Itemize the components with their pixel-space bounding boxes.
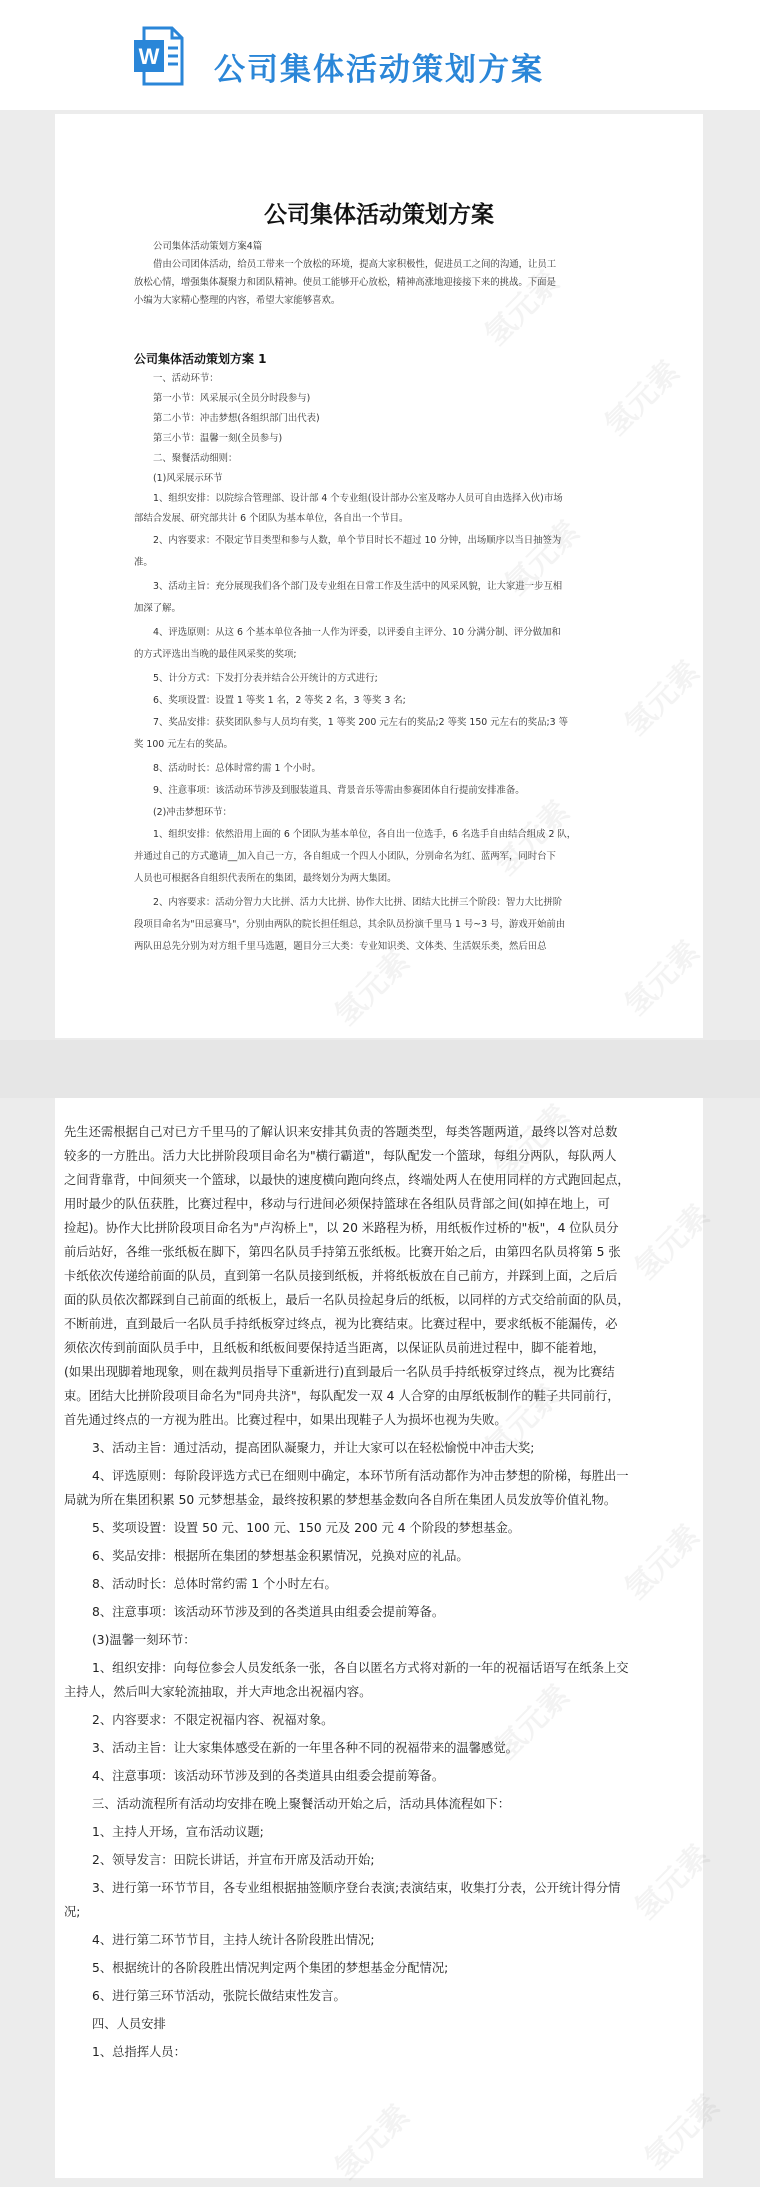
body-line: 奖 100 元左右的奖品。 — [134, 739, 233, 750]
body-line: 三、活动流程所有活动均安排在晚上聚餐活动开始之后，活动具体流程如下： — [92, 1797, 511, 1811]
body-line: 部结合发展、研究部共计 6 个团队为基本单位，各自出一个节目。 — [134, 513, 409, 524]
body-line: 的方式评选出当晚的最佳风采奖的奖项; — [134, 649, 297, 660]
body-line: (2)冲击梦想环节： — [153, 807, 232, 818]
body-line: 5、奖项设置：设置 50 元、100 元、150 元及 200 元 4 个阶段的梦想基金。 — [92, 1521, 521, 1535]
body-line: 2、内容要求：活动分智力大比拼、活力大比拼、协作大比拼、团结大比拼三个阶段：智力大比拼阶 — [153, 897, 563, 908]
watermark: 氢元素 — [618, 1518, 707, 1607]
document-page-2 — [55, 1098, 727, 2187]
body-line: 先生还需根据自己对已方千里马的了解认识来安排其负责的答题类型，每类答题两道，最终以答对总数 — [64, 1125, 618, 1139]
body-line: 4、评选原则：从这 6 个基本单位各抽一人作为评委，以评委自主评分、10 分满分制、评分做加和 — [153, 627, 561, 638]
body-line: 二、聚餐活动细则： — [153, 453, 238, 464]
body-line: 2、内容要求：不限定节目类型和参与人数，单个节目时长不超过 10 分钟，出场顺序以当日抽签为 — [153, 535, 562, 546]
intro-line: 公司集体活动策划方案4篇 — [153, 241, 263, 252]
body-line: 捡起)。协作大比拼阶段项目命名为"卢沟桥上"，以 20 米路程为桥，用纸板作过桥的"板"，4 位队员分 — [64, 1221, 619, 1235]
body-line: (如果出现脚着地现象，则在裁判员指导下重新进行)直到最后一名队员手持纸板穿过终点，视为比赛结 — [64, 1365, 615, 1379]
body-line: 1、组织安排：依然沿用上面的 6 个团队为基本单位，各自出一位选手，6 名选手自由结合组成 2 队， — [153, 829, 577, 840]
body-line: 6、进行第三环节活动，张院长做结束性发言。 — [92, 1989, 346, 2003]
page-gap — [0, 1040, 760, 1098]
watermark: 氢元素 — [488, 1678, 577, 1767]
body-line: (3)温馨一刻环节： — [92, 1633, 196, 1647]
body-line: 束。团结大比拼阶段项目命名为"同舟共济"，每队配发一双 4 人合穿的由厚纸板制作的鞋子共同前行， — [64, 1389, 620, 1403]
watermark: 氢元素 — [618, 934, 707, 1023]
body-line: 9、注意事项：该活动环节涉及到服装道具、背景音乐等需由参赛团体自行提前安排准备。 — [153, 785, 525, 796]
body-line: 1、主持人开场，宣布活动议题; — [92, 1825, 264, 1839]
body-line: 面的队员依次都踩到自己前面的纸板上，最后一名队员捡起身后的纸板，以同样的方式交给前面的队员， — [64, 1293, 630, 1307]
body-line: 两队田总先分别为对方组千里马选题，题目分三大类：专业知识类、文体类、生活娱乐类，然后田总 — [134, 941, 547, 952]
body-line: 卡纸依次传递给前面的队员，直到第一名队员接到纸板，并将纸板放在自己前方，并踩到上面，之后后 — [64, 1269, 618, 1283]
body-line: 4、注意事项：该活动环节涉及到的各类道具由组委会提前筹备。 — [92, 1769, 445, 1783]
word-document-icon — [132, 26, 184, 86]
body-line: 局就为所在集团积累 50 元梦想基金，最终按积累的梦想基金数向各自所在集团人员发放等价值礼物。 — [64, 1493, 617, 1507]
body-line: 5、计分方式：下发打分表并结合公开统计的方式进行; — [153, 673, 378, 684]
body-line: 较多的一方胜出。活力大比拼阶段项目命名为"横行霸道"，每队配发一个篮球，每组分两队，每队两人 — [64, 1149, 617, 1163]
svg-text:W: W — [138, 44, 160, 69]
watermark: 氢元素 — [498, 514, 587, 603]
body-line: 准。 — [134, 557, 153, 568]
body-line: 1、总指挥人员： — [92, 2045, 186, 2059]
body-line: 第三小节：温馨一刻(全员参与) — [153, 433, 283, 444]
body-line: 4、评选原则：每阶段评选方式已在细则中确定，本环节所有活动都作为冲击梦想的阶梯，每胜出一 — [92, 1469, 629, 1483]
body-line: 人员也可根据各自组织代表所在的集团，最终划分为两大集团。 — [134, 873, 397, 884]
body-line: 不断前进，直到最后一名队员手持纸板穿过终点，视为比赛结束。比赛过程中，要求纸板不能漏传，必 — [64, 1317, 618, 1331]
body-line: 3、活动主旨：充分展现我们各个部门及专业组在日常工作及生活中的风采风貌，让大家进一步互相 — [153, 581, 563, 592]
body-line: 3、活动主旨：通过活动，提高团队凝聚力，并让大家可以在轻松愉悦中冲击大奖; — [92, 1441, 535, 1455]
body-line: 1、组织安排：向每位参会人员发纸条一张，各自以匿名方式将对新的一年的祝福话语写在纸条上交 — [92, 1661, 629, 1675]
body-line: 8、活动时长：总体时常约需 1 个小时。 — [153, 763, 321, 774]
body-line: 1、组织安排：以院综合管理部、设计部 4 个专业组(设计部办公室及喀办人员可自由选择入伙)市场 — [153, 493, 563, 504]
body-line: 2、领导发言：田院长讲话，并宣布开席及活动开始; — [92, 1853, 375, 1867]
body-line: 6、奖品安排：根据所在集团的梦想基金积累情况，兑换对应的礼品。 — [92, 1549, 469, 1563]
body-line: 7、奖品安排：获奖团队参与人员均有奖，1 等奖 200 元左右的奖品;2 等奖 150 元左右的奖品;3 等 — [153, 717, 568, 728]
body-line: 加深了解。 — [134, 603, 181, 614]
body-line: 3、进行第一环节节目，各专业组根据抽签顺序登台表演;表演结束，收集打分表，公开统计得分情 — [92, 1881, 621, 1895]
body-line: 2、内容要求：不限定祝福内容、祝福对象。 — [92, 1713, 334, 1727]
header-banner — [0, 0, 760, 110]
body-line: 须依次传到前面队员手中，且纸板和纸板间要保持适当距离，以保证队员前进过程中，脚不能着地， — [64, 1341, 606, 1355]
watermark: 氢元素 — [598, 354, 687, 443]
document-title: 公司集体活动策划方案 — [264, 202, 494, 228]
body-line: 一、活动环节： — [153, 373, 219, 384]
watermark: 氢元素 — [328, 944, 417, 1033]
watermark: 氢元素 — [618, 654, 707, 743]
body-line: 前后站好，各维一张纸板在脚下，第四名队员手持第五张纸板。比赛开始之后，由第四名队员将第 5 张 — [64, 1245, 621, 1259]
body-line: 3、活动主旨：让大家集体感受在新的一年里各种不同的祝福带来的温馨感觉。 — [92, 1741, 518, 1755]
header-title: 公司集体活动策划方案 — [214, 52, 544, 88]
body-line: 第一小节：风采展示(全员分时段参与) — [153, 393, 311, 404]
watermark: 氢元素 — [328, 2098, 417, 2187]
body-line: 6、奖项设置：设置 1 等奖 1 名，2 等奖 2 名，3 等奖 3 名; — [153, 695, 406, 706]
body-line: 并通过自己的方式邀请__加入自己一方，各自组成一个四人小团队，分别命名为红、蓝两军，同时台下 — [134, 851, 556, 862]
watermark: 氢元素 — [478, 1378, 567, 1467]
body-line: 主持人，然后叫大家轮流抽取，并大声地念出祝福内容。 — [64, 1685, 372, 1699]
body-line: 8、活动时长：总体时常约需 1 个小时左右。 — [92, 1577, 337, 1591]
watermark: 氢元素 — [488, 794, 577, 883]
body-line: 4、进行第二环节节目，主持人统计各阶段胜出情况; — [92, 1933, 375, 1947]
body-line: (1)风采展示环节 — [153, 473, 223, 484]
body-line: 8、注意事项：该活动环节涉及到的各类道具由组委会提前筹备。 — [92, 1605, 445, 1619]
body-line: 首先通过终点的一方视为胜出。比赛过程中，如果出现鞋子人为损坏也视为失败。 — [64, 1413, 507, 1427]
watermark: 氢元素 — [628, 1198, 717, 1287]
watermark: 氢元素 — [478, 264, 567, 353]
body-line: 况; — [64, 1905, 81, 1919]
intro-line: 借由公司团体活动，给员工带来一个放松的环境，提高大家积极性，促进员工之间的沟通，让员工 — [153, 259, 557, 270]
intro-line: 放松心情，增强集体凝聚力和团队精神。使员工能够开心放松，精神高涨地迎接接下来的挑战。下面是 — [134, 277, 556, 288]
intro-line: 小编为大家精心整理的内容，希望大家能够喜欢。 — [134, 295, 341, 306]
body-line: 之间背靠背，中间须夹一个篮球，以最快的速度横向跑向终点，终端处两人在使用同样的方式跑回起点， — [64, 1173, 630, 1187]
body-line: 用时最少的队伍获胜，比赛过程中，移动与行进间必须保持篮球在各组队员背部之间(如掉在地上，可 — [64, 1197, 610, 1211]
body-line: 5、根据统计的各阶段胜出情况判定两个集团的梦想基金分配情况; — [92, 1961, 449, 1975]
watermark: 氢元素 — [628, 1838, 717, 1927]
body-line: 段项目命名为"田忌赛马"，分别由两队的院长担任组总，其余队员扮演千里马 1 号~3 号，游戏开始前由 — [134, 919, 566, 930]
watermark: 氢元素 — [488, 1098, 577, 1187]
document-page-1 — [55, 114, 707, 1038]
watermark: 氢元素 — [638, 2088, 727, 2177]
body-line: 四、人员安排 — [92, 2017, 166, 2031]
body-line: 第二小节：冲击梦想(各组织部门出代表) — [153, 413, 320, 424]
section-title: 公司集体活动策划方案 1 — [134, 352, 267, 366]
